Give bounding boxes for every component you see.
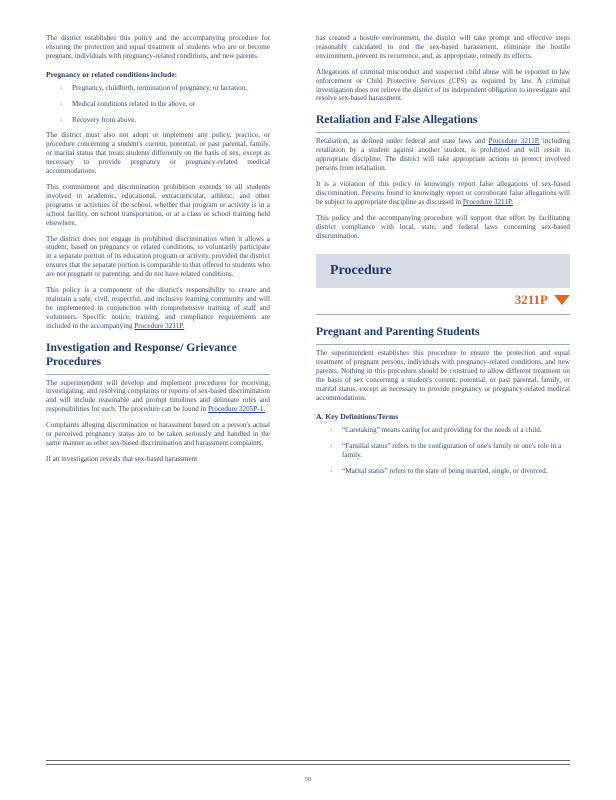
policy-number-row <box>316 292 570 315</box>
list-item: › Medical conditions related to the above, or <box>46 100 270 109</box>
policy-paragraph: The district does not engage in prohibited discrimination when it allows a student, based on pregnancy or related conditions, to voluntarily participate in a separate portion of its education program or activity, provided the district ensures that the separate portion is comparable to that offered to students who are not pregnant or parenting, and do not have related conditions. <box>46 234 270 279</box>
policy-paragraph <box>46 379 270 415</box>
paragraph-text: including retaliation by a student against another student, is prohibited and will result in appropriate discipline. The district will take appropriate actions to protect involved persons from retaliation. <box>316 137 570 173</box>
procedure-3205p-link[interactable]: Procedure 3205P-1. <box>207 405 266 414</box>
list-item: › Pregnancy, childbirth, termination of pregnancy, or lactation, <box>46 84 270 93</box>
procedure-banner-label: Procedure <box>330 263 392 279</box>
paragraph-text: The superintendent will develop and implement procedures for receiving, investigating, and resolving complaints or reports of sex-based discrimination and will include reasonable and prompt timelines and delineate roles and responsibilities for such. The procedure can be found in <box>46 378 270 414</box>
paragraph-text: This policy is a component of the district's responsibility to create and maintain a safe, civil, respectful, and inclusive learning community and will be implemented in conjunction with comprehensive training of staff and volunteers. Specific notice, training, and compliance requirements are included in the accompanying <box>46 286 270 330</box>
policy-paragraph <box>46 286 270 331</box>
right-column <box>316 34 570 482</box>
procedure-3211p-link[interactable]: Procedure 3211P, <box>488 137 540 146</box>
left-column <box>46 34 270 471</box>
pregnant-parenting-section-title: Pregnant and Parenting Students <box>316 325 570 345</box>
intro-paragraph: The district establishes this policy and the accompanying procedure for ensuring the protection and equal treatment of students who are or become pregnant, individuals with pregnancy-related conditions, and new parents. <box>46 34 270 60</box>
footer-divider <box>46 764 570 765</box>
pregnancy-conditions-list <box>46 84 270 125</box>
policy-paragraph: This policy and the accompanying procedure will support that effort by facilitating district compliance with local, state, and federal laws concerning sex-based discrimination. <box>316 213 570 240</box>
retaliation-section-title: Retaliation and False Allegations <box>316 113 570 133</box>
investigation-section-title: Investigation and Response/ Grievance Procedures <box>46 341 270 375</box>
policy-paragraph: If an investigation reveals that sex-based harassment <box>46 454 198 463</box>
list-item: › “Marital status” refers to the state of being married, single, or divorced. <box>316 467 570 476</box>
pregnancy-conditions-heading: Pregnancy or related conditions include: <box>46 69 178 79</box>
policy-paragraph: Complaints alleging discrimination or harassment based on a person's actual or perceived pregnancy status are to be taken seriously and handled in the same manner as other sex-based discrimination and harassment complaints. <box>46 421 270 447</box>
definitions-heading: A. Key Definitions/Terms <box>316 411 399 421</box>
paragraph-text: Retaliation, as defined under federal and state laws and <box>316 137 486 146</box>
triangle-down-icon <box>554 295 570 305</box>
procedure-3211p-link[interactable]: Procedure 3211P. <box>462 197 513 206</box>
policy-paragraph: This commitment and discrimination prohibition extends to all students involved in academic, educational, extracurricular, athletic, and other programs or activities of the school, whether that program or activity is in a school facility, on school transportation, or at a class or school training held elsewhere. <box>46 182 270 227</box>
policy-paragraph <box>316 137 570 173</box>
policy-paragraph: has created a hostile environment, the district will take prompt and effective steps reasonably calculated to end the sex-based harassment, eliminate the hostile environment, prevent its recurrence, and, as appropriate, remedy its effects. <box>316 34 570 60</box>
list-item: › “Familial status” refers to the configuration of one's family or one's role in a family. <box>316 442 570 460</box>
policy-number: 3211P <box>514 292 548 308</box>
procedure-3211p-link[interactable]: Procedure 3211P. <box>134 321 185 330</box>
list-item: › Recovery from above. <box>46 116 270 125</box>
procedure-banner <box>316 254 570 288</box>
policy-paragraph: The superintendent establishes this procedure to ensure the protection and equal treatment of pregnant persons, individuals with pregnancy-related conditions, and new parents. Nothing in this procedure should be construed to allow different treatment on the basis of sex concerning a student's current, potential, or past parental, family, or marital status, except as necessary to provide pregnancy or pregnancy-related medical accommodations. <box>316 349 570 402</box>
list-item: › “Caretaking” means caring for and providing for the needs of a child. <box>316 426 570 435</box>
policy-paragraph: Allegations of criminal misconduct and suspected child abuse will be reported to law enforcement or Child Protective Services (CPS) as required by law. A criminal investigation does not relieve the district of its independent obligation to investigate and resolve sex-based harassment. <box>316 67 570 103</box>
policy-paragraph: The district must also not adopt or implement any policy, practice, or procedure concerning a student's current, potential, or past parental, family, or marital status that treats students differently on the basis of sex, except as necessary to provide pregnancy or pregnancy-related medical accommodations. <box>46 131 270 176</box>
policy-paragraph <box>316 180 570 207</box>
footer-divider <box>46 760 570 761</box>
page-number: 58 <box>305 777 311 783</box>
paragraph-text: It is a violation of this policy to knowingly report false allegations of sex-based discrimination. Persons found to knowingly report or corroborate false allegations will be subject to appropriate discipline as discussed in <box>316 179 570 206</box>
definitions-list <box>316 426 570 476</box>
